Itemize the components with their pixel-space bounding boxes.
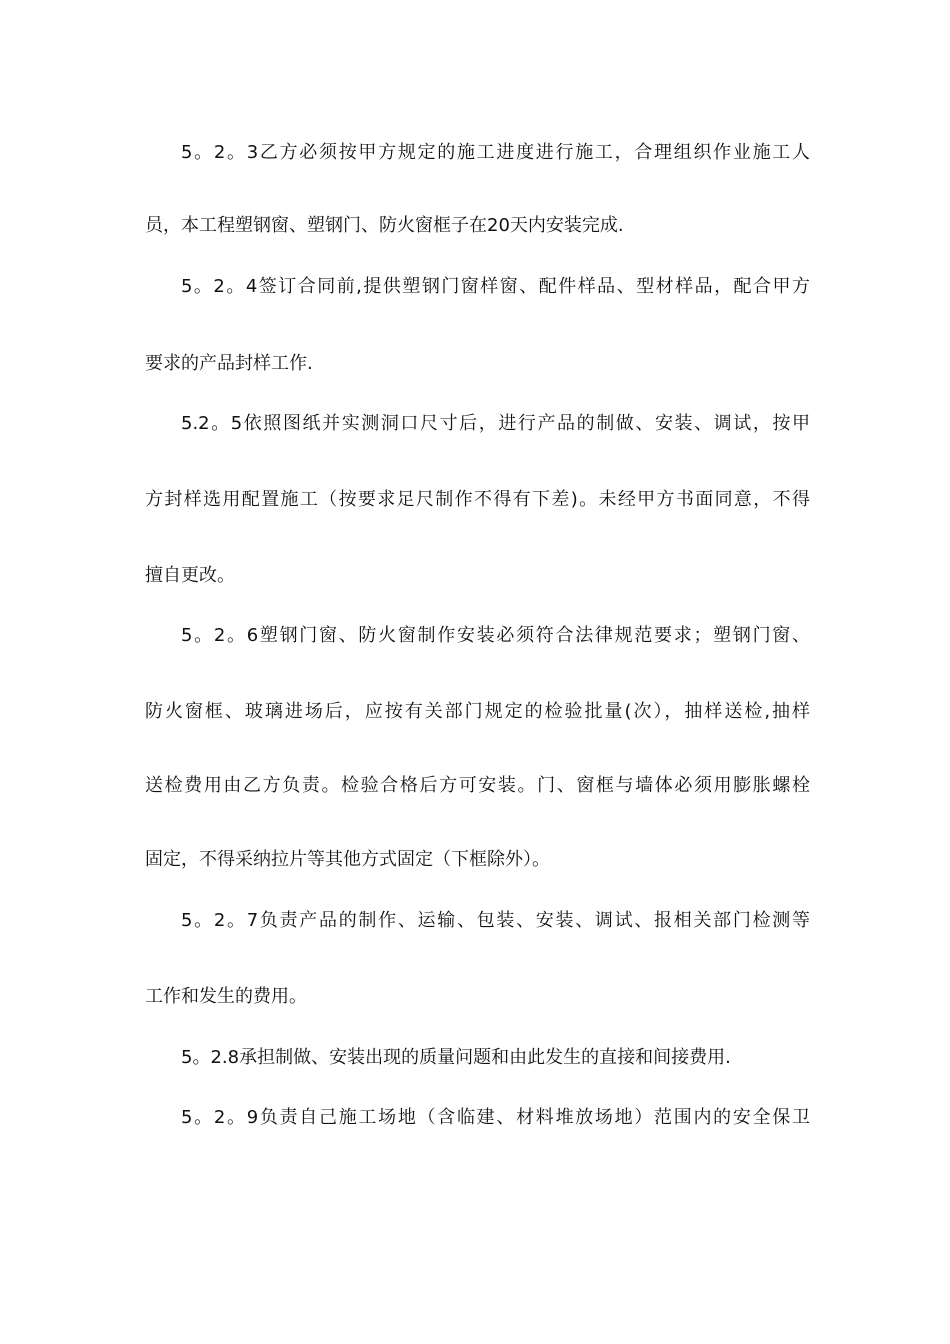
paragraph-5-2-7-line-1: 5。2。7负责产品的制作、运输、包装、安装、调试、报相关部门检测等 <box>181 910 810 931</box>
paragraph-5-2-3-line-2: 员，本工程塑钢窗、塑钢门、防火窗框子在20天内安装完成. <box>145 215 624 236</box>
paragraph-5-2-6-line-4: 固定，不得采纳拉片等其他方式固定（下框除外）。 <box>145 849 550 870</box>
paragraph-5-2-7-line-2: 工作和发生的费用。 <box>145 986 307 1007</box>
paragraph-5-2-8-line-1: 5。2.8承担制做、安装出现的质量问题和由此发生的直接和间接费用. <box>181 1047 731 1068</box>
paragraph-5-2-4-line-2: 要求的产品封样工作. <box>145 353 313 374</box>
paragraph-5-2-6-line-3: 送检费用由乙方负责。检验合格后方可安装。门、窗框与墙体必须用膨胀螺栓 <box>145 775 810 796</box>
paragraph-5-2-4-line-1: 5。2。4签订合同前,提供塑钢门窗样窗、配件样品、型材样品，配合甲方 <box>181 276 810 297</box>
paragraph-5-2-6-line-1: 5。2。6塑钢门窗、防火窗制作安装必须符合法律规范要求；塑钢门窗、 <box>181 625 810 646</box>
paragraph-5-2-5-line-3: 擅自更改。 <box>145 565 235 586</box>
paragraph-5-2-6-line-2: 防火窗框、玻璃进场后，应按有关部门规定的检验批量(次），抽样送检,抽样 <box>145 701 810 722</box>
paragraph-5-2-3-line-1: 5。2。3乙方必须按甲方规定的施工进度进行施工，合理组织作业施工人 <box>181 142 810 163</box>
paragraph-5-2-9-line-1: 5。2。9负责自己施工场地（含临建、材料堆放场地）范围内的安全保卫 <box>181 1107 810 1128</box>
paragraph-5-2-5-line-2: 方封样选用配置施工（按要求足尺制作不得有下差)。未经甲方书面同意，不得 <box>145 489 810 510</box>
paragraph-5-2-5-line-1: 5.2。5依照图纸并实测洞口尺寸后，进行产品的制做、安装、调试，按甲 <box>181 413 810 434</box>
